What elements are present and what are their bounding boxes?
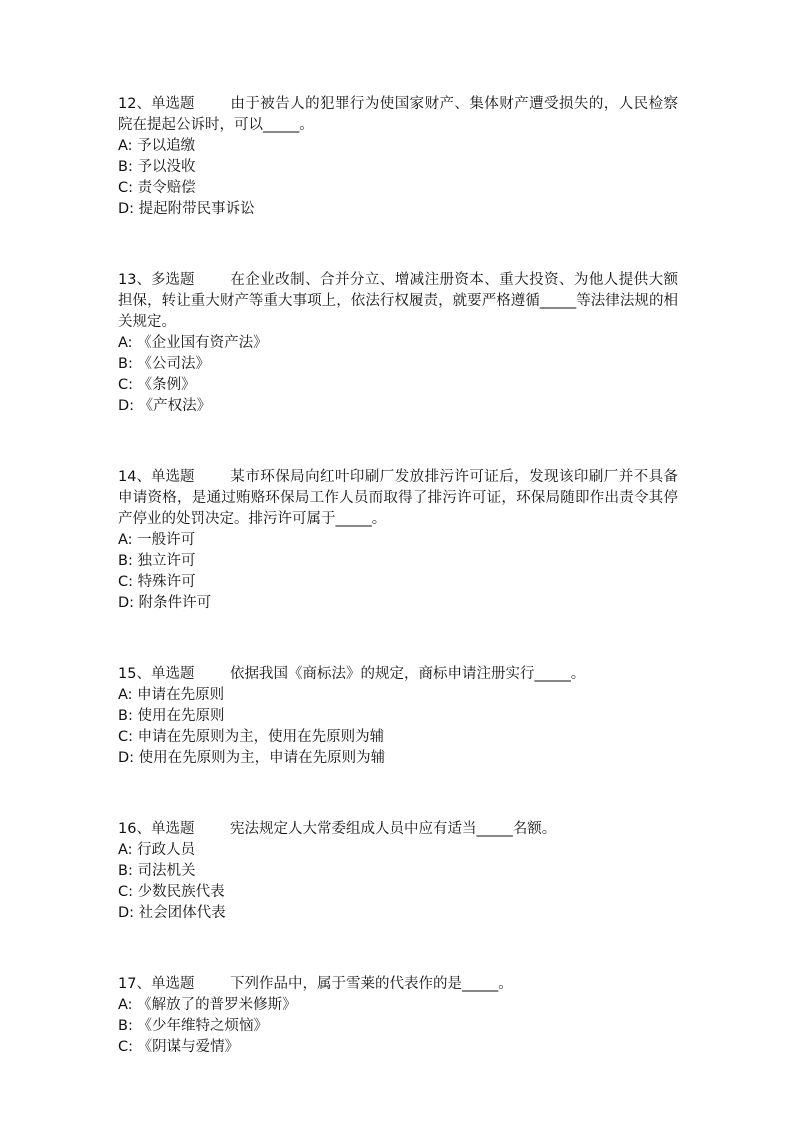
question-type: 多选题 [150, 272, 195, 288]
option-d: D: 附条件许可 [118, 595, 212, 611]
exam-page [118, 94, 678, 1058]
option-d: D: 社会团体代表 [118, 905, 226, 921]
question-text: 下列作品中，属于雪莱的代表作的是_____。 [230, 976, 513, 992]
option-d: D: 使用在先原则为主，申请在先原则为辅 [118, 750, 386, 766]
question-stem [118, 974, 678, 995]
question-header [118, 467, 230, 488]
option-c: C: 申请在先原则为主，使用在先原则为辅 [118, 729, 385, 745]
question-stem [118, 664, 678, 685]
question-stem [118, 467, 678, 530]
option-a: A: 一般许可 [118, 532, 196, 548]
question-14 [118, 467, 678, 614]
question-12 [118, 94, 678, 220]
question-13 [118, 270, 678, 417]
option-c: C: 《条例》 [118, 377, 196, 393]
question-text: 宪法规定人大常委组成人员中应有适当_____名额。 [230, 821, 557, 837]
question-text: 在企业改制、合并分立、增减注册资本、重大投资、为他人提供大额担保，转让重大财产等重大事项上，依法行权履责，就要严格遵循_____等法律法规的相关规定。 [118, 272, 678, 330]
question-header [118, 270, 230, 291]
option-a: A: 《企业国有资产法》 [118, 335, 268, 351]
question-header [118, 94, 230, 115]
question-number: 12、 [118, 96, 151, 112]
question-stem [118, 94, 678, 136]
question-text: 某市环保局向红叶印刷厂发放排污许可证后，发现该印刷厂并不具备申请资格，是通过贿赂环保局工作人员而取得了排污许可证，环保局随即作出责令其停产停业的处罚决定。排污许可属于_____。 [118, 469, 678, 527]
question-number: 14、 [118, 469, 151, 485]
option-d: D: 提起附带民事诉讼 [118, 201, 255, 217]
option-b: B: 独立许可 [118, 553, 196, 569]
question-type: 单选题 [150, 666, 195, 682]
question-header [118, 664, 230, 685]
question-number: 13、 [118, 272, 151, 288]
option-b: B: 使用在先原则 [118, 708, 225, 724]
question-number: 15、 [118, 666, 151, 682]
option-a: A: 《解放了的普罗米修斯》 [118, 997, 297, 1013]
question-17 [118, 974, 678, 1058]
option-b: B: 予以没收 [118, 159, 196, 175]
option-c: C: 特殊许可 [118, 574, 196, 590]
option-a: A: 予以追缴 [118, 138, 196, 154]
option-b: B: 司法机关 [118, 863, 196, 879]
option-b: B: 《少年维特之烦恼》 [118, 1018, 268, 1034]
question-number: 16、 [118, 821, 151, 837]
option-d: D: 《产权法》 [118, 398, 212, 414]
option-a: A: 行政人员 [118, 842, 196, 858]
option-c: C: 责令赔偿 [118, 180, 196, 196]
question-stem [118, 270, 678, 333]
question-number: 17、 [118, 976, 151, 992]
question-stem [118, 819, 678, 840]
question-15 [118, 664, 678, 769]
question-text: 由于被告人的犯罪行为使国家财产、集体财产遭受损失的，人民检察院在提起公诉时，可以_____。 [118, 96, 678, 133]
question-type: 单选题 [150, 96, 195, 112]
option-a: A: 申请在先原则 [118, 687, 225, 703]
question-type: 单选题 [150, 821, 195, 837]
question-header [118, 819, 230, 840]
option-c: C: 《阴谋与爱情》 [118, 1039, 240, 1055]
question-text: 依据我国《商标法》的规定，商标申请注册实行_____。 [230, 666, 586, 682]
question-header [118, 974, 230, 995]
option-b: B: 《公司法》 [118, 356, 210, 372]
question-16 [118, 819, 678, 924]
question-type: 单选题 [150, 976, 195, 992]
question-type: 单选题 [150, 469, 195, 485]
option-c: C: 少数民族代表 [118, 884, 225, 900]
